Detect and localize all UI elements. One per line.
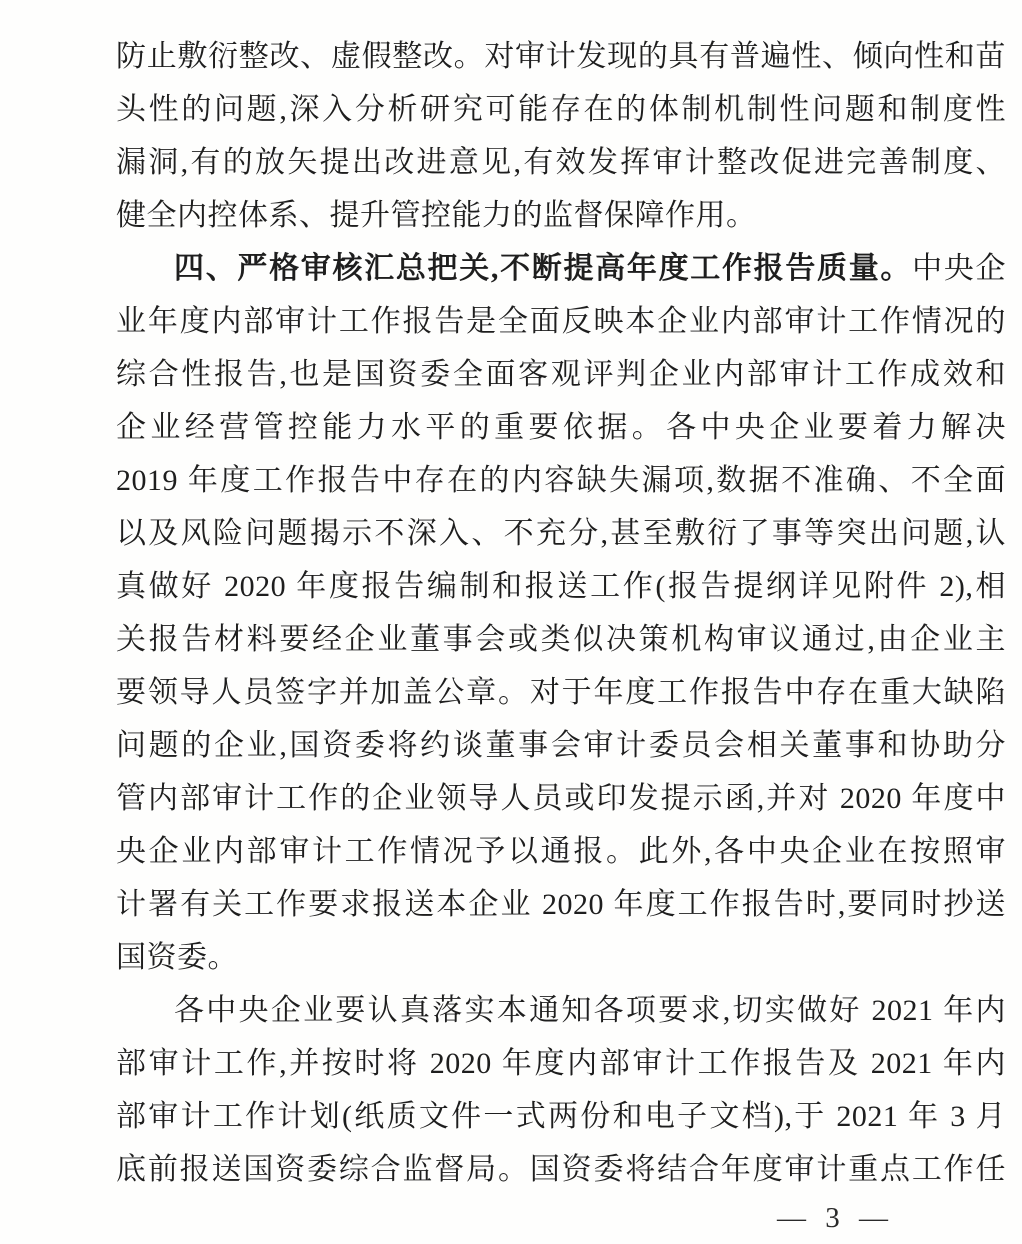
line-text: 2019 年度工作报告中存在的内容缺失漏项,数据不准确、不全面 xyxy=(116,464,1006,497)
line-text: 部审计工作,并按时将 2020 年度内部审计工作报告及 2021 年内 xyxy=(116,1047,1006,1080)
text-line xyxy=(116,83,1006,136)
line-text: 真做好 2020 年度报告编制和报送工作(报告提纲详见附件 2),相 xyxy=(116,570,1006,603)
line-text: 健全内控体系、提升管控能力的监督保障作用。 xyxy=(116,199,757,232)
text-line xyxy=(116,295,1006,348)
line-text: 中央企 xyxy=(912,252,1007,285)
text-line xyxy=(116,613,1006,666)
line-text: 关报告材料要经企业董事会或类似决策机构审议通过,由企业主 xyxy=(116,623,1006,656)
line-text: 业年度内部审计工作报告是全面反映本企业内部审计工作情况的 xyxy=(116,305,1006,338)
document-body xyxy=(116,30,1006,1196)
line-text: 企业经营管控能力水平的重要依据。各中央企业要着力解决 xyxy=(116,411,1006,444)
text-line xyxy=(116,772,1006,825)
text-line xyxy=(116,560,1006,613)
text-line xyxy=(116,878,1006,931)
text-line xyxy=(116,136,1006,189)
text-line xyxy=(116,1037,1006,1090)
text-line xyxy=(116,401,1006,454)
line-text: 漏洞,有的放矢提出改进意见,有效发挥审计整改促进完善制度、 xyxy=(116,146,1006,179)
text-line xyxy=(116,348,1006,401)
line-text: 管内部审计工作的企业领导人员或印发提示函,并对 2020 年度中 xyxy=(116,782,1006,815)
text-line xyxy=(116,242,1006,295)
line-text: 要领导人员签字并加盖公章。对于年度工作报告中存在重大缺陷 xyxy=(116,676,1006,709)
line-text: 头性的问题,深入分析研究可能存在的体制机制性问题和制度性 xyxy=(116,93,1006,126)
line-text: 计署有关工作要求报送本企业 2020 年度工作报告时,要同时抄送 xyxy=(116,888,1006,921)
text-line xyxy=(116,1090,1006,1143)
text-line xyxy=(116,719,1006,772)
line-text: 防止敷衍整改、虚假整改。对审计发现的具有普遍性、倾向性和苗 xyxy=(116,40,1006,73)
line-text: 各中央企业要认真落实本通知各项要求,切实做好 2021 年内 xyxy=(174,994,1006,1027)
line-text: 部审计工作计划(纸质文件一式两份和电子文档),于 2021 年 3 月 xyxy=(116,1100,1006,1133)
line-text: 底前报送国资委综合监督局。国资委将结合年度审计重点工作任 xyxy=(116,1153,1006,1186)
text-line xyxy=(116,507,1006,560)
text-line xyxy=(116,30,1006,83)
text-line xyxy=(116,984,1006,1037)
line-text: 问题的企业,国资委将约谈董事会审计委员会相关董事和协助分 xyxy=(116,729,1006,762)
text-line xyxy=(116,454,1006,507)
text-line xyxy=(116,825,1006,878)
line-text: 央企业内部审计工作情况予以通报。此外,各中央企业在按照审 xyxy=(116,835,1006,868)
section-heading-bold-text: 四、严格审核汇总把关,不断提高年度工作报告质量。 xyxy=(174,252,913,285)
text-line xyxy=(116,931,1006,984)
text-line xyxy=(116,189,1006,242)
text-line xyxy=(116,666,1006,719)
text-line xyxy=(116,1143,1006,1196)
line-text: 国资委。 xyxy=(116,941,238,974)
line-text: 以及风险问题揭示不深入、不充分,甚至敷衍了事等突出问题,认 xyxy=(116,517,1006,550)
line-text: 综合性报告,也是国资委全面客观评判企业内部审计工作成效和 xyxy=(116,358,1006,391)
page-number: — 3 — xyxy=(777,1202,894,1234)
